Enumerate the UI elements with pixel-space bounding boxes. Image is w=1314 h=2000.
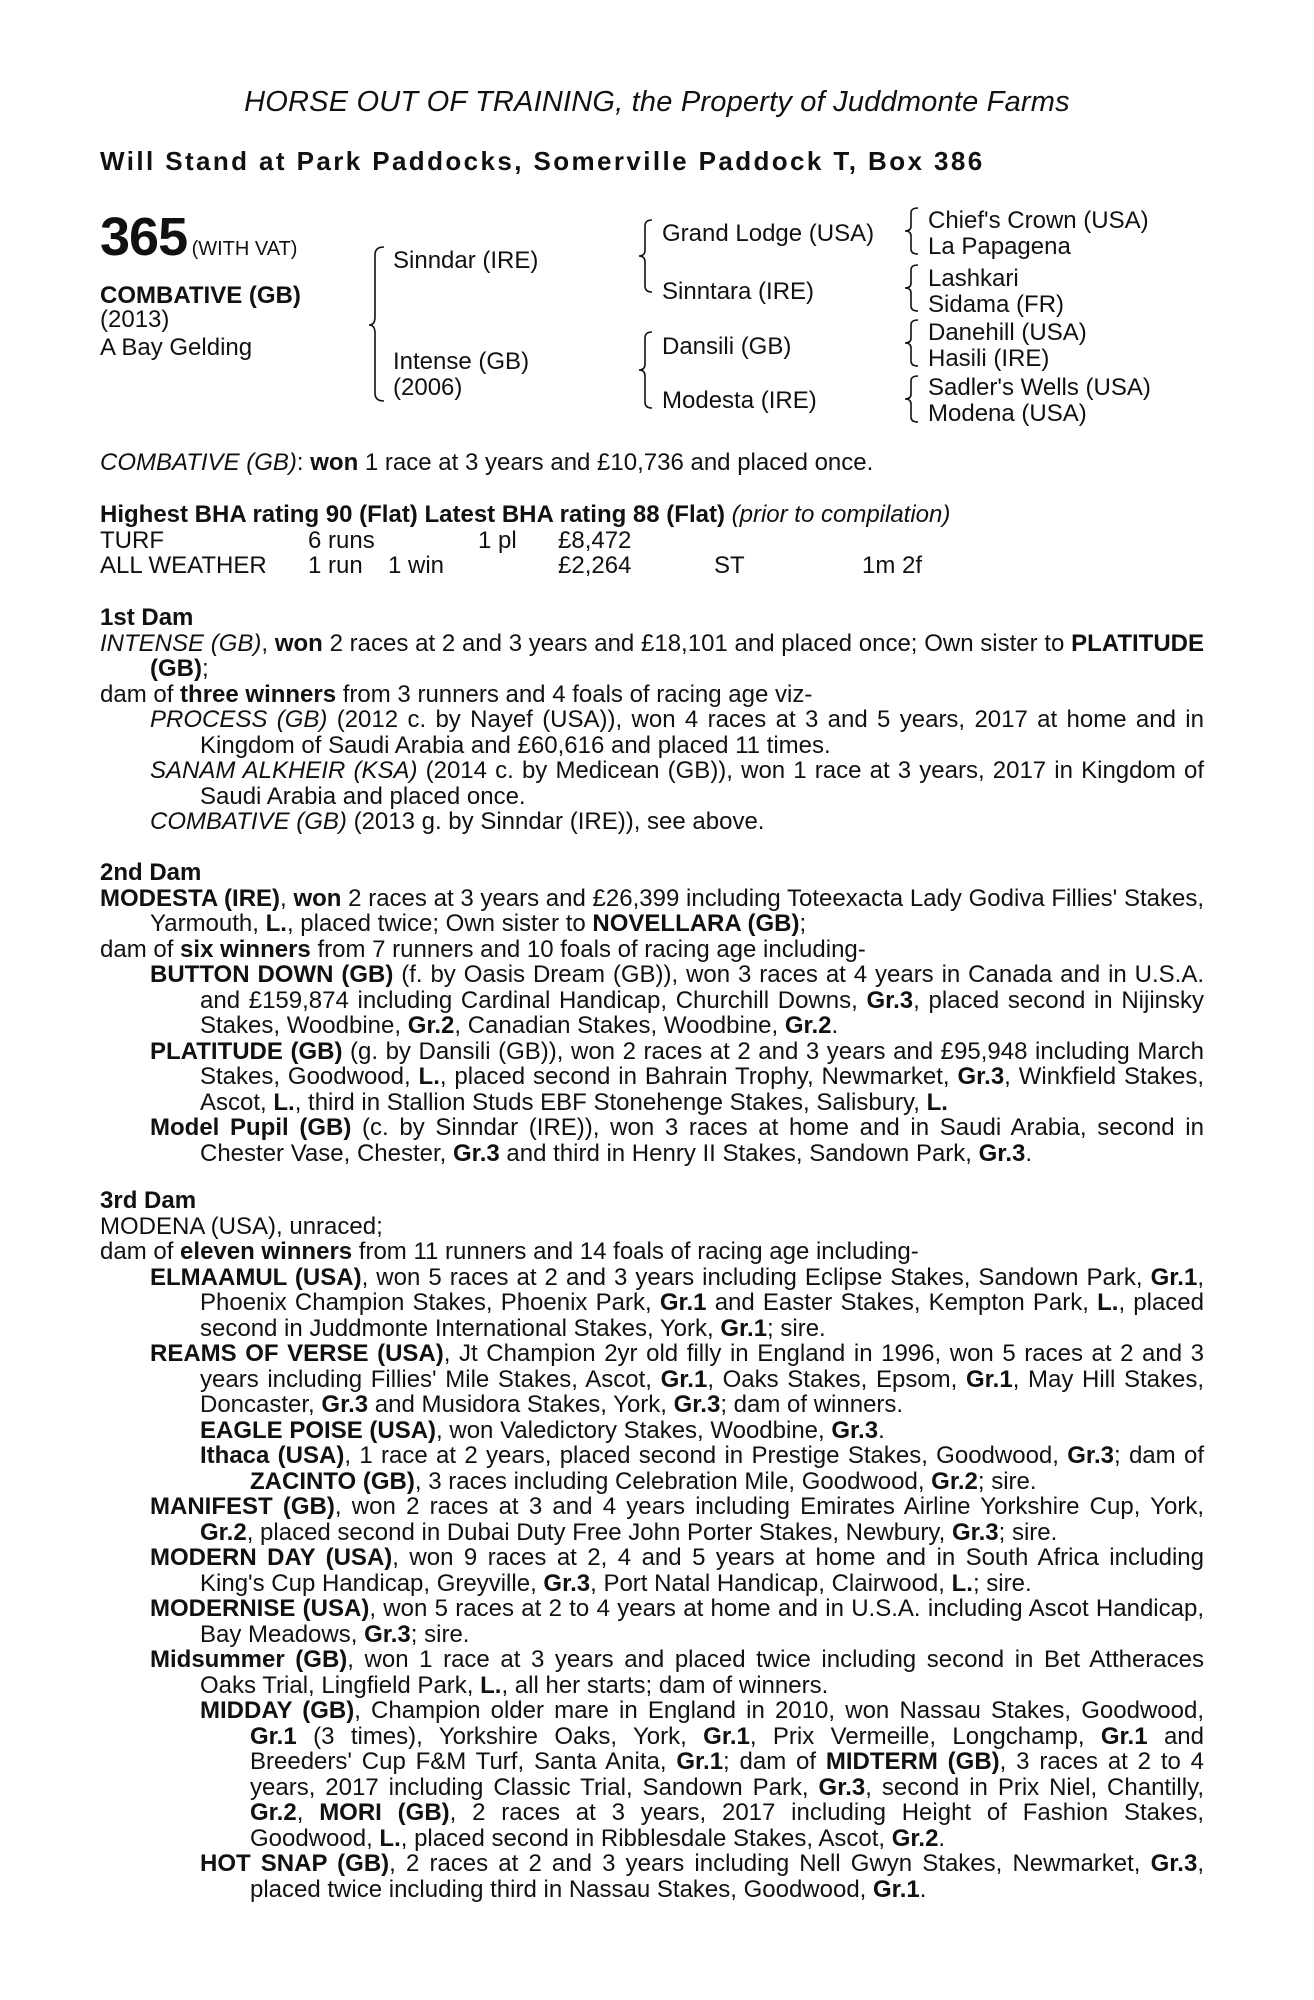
pedigree-dam: Intense (GB) — [393, 348, 530, 375]
pedigree-bracket-g56 — [906, 318, 924, 372]
vat-note: (WITH VAT) — [191, 238, 298, 260]
offspring-combative: COMBATIVE (GB) (2013 g. by Sinndar (IRE)), see above. — [150, 808, 765, 835]
lot-number: 365 — [100, 207, 188, 267]
lot-header — [100, 206, 297, 268]
offspring-manifest: MANIFEST (GB), won 2 races at 3 and 4 years including Emirates Airline Yorkshire Cup, York, Gr.2, placed second in Dubai Duty Free John Porter Stakes, Newbury, Gr.3; sire. — [150, 1493, 1204, 1546]
pedigree-g4: Sidama (FR) — [928, 291, 1065, 318]
third-dam-heading: 3rd Dam — [100, 1187, 197, 1214]
pedigree-dam-dam: Modesta (IRE) — [662, 387, 817, 414]
pedigree-bracket-g78 — [906, 374, 924, 428]
offspring-ithaca: Ithaca (USA), 1 race at 2 years, placed second in Prestige Stakes, Goodwood, Gr.3; dam of ZACINTO (GB), 3 races including Celebration Mile, Goodwood, Gr.2; sire. — [200, 1442, 1204, 1495]
rating-note: (prior to compilation) — [731, 501, 951, 528]
first-dam-produce: dam of three winners from 3 runners and 4 foals of racing age viz- — [100, 680, 813, 708]
third-dam-section — [100, 1188, 1204, 1902]
second-dam-section — [100, 860, 1204, 1166]
ratings-block — [100, 502, 1204, 579]
second-dam-para: MODESTA (IRE), won 2 races at 3 years and £26,399 including Toteexacta Lady Godiva Fillies' Stakes, Yarmouth, L., placed twice; Own sister to NOVELLARA (GB); — [100, 884, 1205, 937]
first-dam-section — [100, 605, 1204, 835]
pedigree-bracket-g34 — [906, 263, 924, 317]
pedigree-g8: Modena (USA) — [928, 400, 1087, 427]
offspring-sanam-alkheir: SANAM ALKHEIR (KSA) (2014 c. by Medicean (GB)), won 1 race at 3 years, 2017 in Kingdom of Saudi Arabia and placed once. — [150, 757, 1205, 810]
lot-year: (2013) — [100, 306, 170, 333]
summary-text: 1 race at 3 years and £10,736 and placed once. — [358, 449, 874, 476]
pedigree-sire-sire: Grand Lodge (USA) — [662, 220, 875, 247]
offspring-modern-day: MODERN DAY (USA), won 9 races at 2, 4 and 5 years at home and in South Africa including King's Cup Handicap, Greyville, Gr.3, Port Natal Handicap, Clairwood, L.; sire. — [150, 1544, 1205, 1597]
page-title: HORSE OUT OF TRAINING, the Property of Juddmonte Farms — [244, 86, 1070, 118]
offspring-elmaamul: ELMAAMUL (USA), won 5 races at 2 and 3 years including Eclipse Stakes, Sandown Park, Gr.1, Phoenix Champion Stakes, Phoenix Park, Gr.1 and Easter Stakes, Kempton Park, L., placed second in Juddmonte International Stakes, York, Gr.1; sire. — [150, 1263, 1205, 1342]
offspring-button-down: BUTTON DOWN (GB) (f. by Oasis Dream (GB)), won 3 races at 4 years in Canada and in U.S.A. and £159,874 including Cardinal Handicap, Churchill Downs, Gr.3, placed second in Nijinsky Stakes, Woodbine, Gr.2, Canadian Stakes, Woodbine, Gr.2. — [150, 961, 1205, 1039]
pedigree-g2: La Papagena — [928, 233, 1071, 260]
pedigree-bracket-sire — [640, 218, 658, 298]
runs-row-turf: TURF 6 runs 1 pl £8,472 — [100, 526, 632, 554]
race-summary: COMBATIVE (GB): won 1 race at 3 years and £10,736 and placed once. — [100, 449, 874, 476]
pedigree-dam-year: (2006) — [393, 374, 463, 401]
summary-name: COMBATIVE (GB) — [100, 449, 297, 476]
second-dam-heading: 2nd Dam — [100, 859, 202, 886]
pedigree-sire: Sinndar (IRE) — [393, 247, 539, 274]
third-dam-para: MODENA (USA), unraced; — [100, 1212, 383, 1240]
offspring-modernise: MODERNISE (USA), won 5 races at 2 to 4 years at home and in U.S.A. including Ascot Handicap, Bay Meadows, Gr.3; sire. — [150, 1595, 1204, 1648]
summary-won: won — [310, 449, 359, 476]
runs-table — [100, 528, 922, 579]
offspring-eagle-poise: EAGLE POISE (USA), won Valedictory Stakes, Woodbine, Gr.3. — [200, 1416, 885, 1444]
pedigree-g1: Chief's Crown (USA) — [928, 207, 1149, 234]
pedigree-g7: Sadler's Wells (USA) — [928, 374, 1151, 401]
lot-description: A Bay Gelding — [100, 334, 253, 361]
second-dam-produce: dam of six winners from 7 runners and 10 foals of racing age including- — [100, 935, 866, 963]
pedigree-bracket-main — [370, 245, 390, 405]
pedigree-g3: Lashkari — [928, 265, 1019, 292]
lot-name: COMBATIVE (GB) — [100, 282, 301, 309]
pedigree-bracket-dam — [640, 330, 658, 414]
third-dam-produce: dam of eleven winners from 11 runners and 14 foals of racing age including- — [100, 1238, 919, 1265]
rating-bold: Highest BHA rating 90 (Flat) Latest BHA rating 88 (Flat) — [100, 501, 725, 528]
offspring-model-pupil: Model Pupil (GB) (c. by Sinndar (IRE)), won 3 races at home and in Saudi Arabia, second in Chester Vase, Chester, Gr.3 and third in Henry II Stakes, Sandown Park, Gr.3. — [150, 1114, 1204, 1167]
first-dam-para: INTENSE (GB), won 2 races at 2 and 3 years and £18,101 and placed once; Own sister to PLATITUDE (GB); — [100, 629, 1205, 682]
pedigree-dam-sire: Dansili (GB) — [662, 333, 792, 360]
pedigree-bracket-g12 — [906, 206, 924, 260]
offspring-process: PROCESS (GB) (2012 c. by Nayef (USA)), won 4 races at 3 and 5 years, 2017 at home and in Kingdom of Saudi Arabia and £60,616 and placed 11 times. — [150, 706, 1204, 759]
stand-location: Will Stand at Park Paddocks, Somerville Paddock T, Box 386 — [100, 146, 985, 176]
offspring-hot-snap: HOT SNAP (GB), 2 races at 2 and 3 years including Nell Gwyn Stakes, Newmarket, Gr.3, placed twice including third in Nassau Stakes, Goodwood, Gr.1. — [200, 1850, 1204, 1903]
runs-row-aw: ALL WEATHER 1 run 1 win £2,264 ST 1m 2f — [100, 552, 923, 579]
pedigree-g6: Hasili (IRE) — [928, 345, 1050, 372]
offspring-reams-of-verse: REAMS OF VERSE (USA), Jt Champion 2yr old filly in England in 1996, won 5 races at 2 and 3 years including Fillies' Mile Stakes, Ascot, Gr.1, Oaks Stakes, Epsom, Gr.1, May Hill Stakes, Doncaster, Gr.3 and Musidora Stakes, York, Gr.3; dam of winners. — [150, 1340, 1204, 1418]
offspring-platitude: PLATITUDE (GB) (g. by Dansili (GB)), won 2 races at 2 and 3 years and £95,948 including March Stakes, Goodwood, L., placed second in Bahrain Trophy, Newmarket, Gr.3, Winkfield Stakes, Ascot, L., third in Stallion Studs EBF Stonehenge Stakes, Salisbury, L. — [150, 1037, 1204, 1116]
pedigree-g5: Danehill (USA) — [928, 319, 1087, 346]
first-dam-heading: 1st Dam — [100, 604, 194, 631]
offspring-midsummer: Midsummer (GB), won 1 race at 3 years and placed twice including second in Bet Attheraces Oaks Trial, Lingfield Park, L., all her starts; dam of winners. — [150, 1646, 1204, 1699]
pedigree-sire-dam: Sinntara (IRE) — [662, 278, 815, 305]
offspring-midday: MIDDAY (GB), Champion older mare in England in 2010, won Nassau Stakes, Goodwood, Gr.1 (3 times), Yorkshire Oaks, York, Gr.1, Prix Vermeille, Longchamp, Gr.1 and Breeders' Cup F&M Turf, Santa Anita, Gr.1; dam of MIDTERM (GB), 3 races at 2 to 4 years, 2017 including Classic Trial, Sandown Park, Gr.3, second in Prix Niel, Chantilly, Gr.2, MORI (GB), 2 races at 3 years, 2017 including Height of Fashion Stakes, Goodwood, L., placed second in Ribblesdale Stakes, Ascot, Gr.2. — [200, 1697, 1205, 1852]
